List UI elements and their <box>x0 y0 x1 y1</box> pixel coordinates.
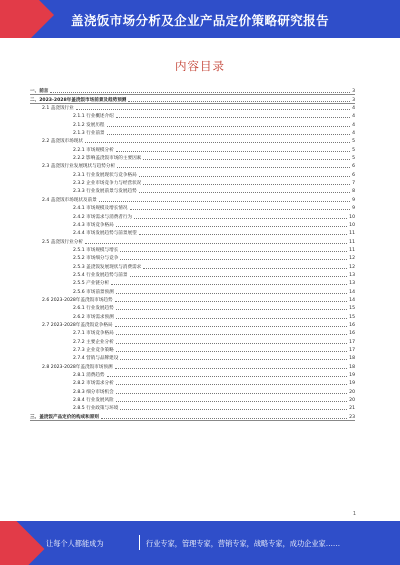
toc-entry-page: 4 <box>352 114 355 120</box>
toc-entry-label: 2.2.2 影响盖浇饭市场的主要因素 <box>73 156 142 162</box>
toc-entry[interactable] <box>30 178 355 186</box>
toc-entry-label: 2.4.2 市场需求与消费者行为 <box>73 214 133 220</box>
toc-entry[interactable] <box>30 311 355 319</box>
toc-entry[interactable] <box>30 245 355 253</box>
footer-banner <box>0 521 400 565</box>
toc-leader-dots <box>134 217 347 219</box>
toc-entry-label: 2.8 2023-2028年盖浇饭市场预测 <box>42 364 113 370</box>
toc-entry-page: 5 <box>352 147 355 153</box>
toc-entry-label: 2.4.3 市场竞争格局 <box>73 222 114 228</box>
toc-heading: 内容目录 <box>175 59 225 73</box>
toc-entry-page: 9 <box>352 197 355 203</box>
toc-entry-label: 2.1.1 行业概述介绍 <box>73 114 114 120</box>
toc-entry-label: 2.1.3 行业前景 <box>73 131 105 137</box>
toc-entry-page: 3 <box>352 89 355 95</box>
toc-leader-dots <box>85 141 350 143</box>
page-number: 1 <box>352 511 356 517</box>
toc-leader-dots <box>116 317 347 319</box>
toc-leader-dots <box>50 91 350 93</box>
toc-leader-dots <box>116 225 347 227</box>
toc-leader-dots <box>139 233 347 235</box>
toc-entry-page: 18 <box>349 364 355 370</box>
toc-entry-page: 16 <box>349 331 355 337</box>
toc-leader-dots <box>107 125 351 127</box>
toc-entry[interactable] <box>30 111 355 119</box>
toc-entry[interactable] <box>30 295 355 303</box>
toc-leader-dots <box>116 350 347 352</box>
toc-entry-page: 9 <box>352 206 355 212</box>
toc-entry[interactable] <box>30 228 355 236</box>
footer-red-accent <box>0 521 44 565</box>
toc-entry[interactable] <box>30 395 355 403</box>
toc-entry-page: 10 <box>349 214 355 220</box>
report-header-banner <box>0 0 400 38</box>
toc-entry-label: 2.5.4 行业发展趋势与前景 <box>73 272 128 278</box>
toc-entry-page: 15 <box>349 314 355 320</box>
toc-leader-dots <box>115 325 348 327</box>
toc-entry-label: 2.4.1 市场规模及增长情况 <box>73 206 128 212</box>
toc-entry-label: 2.6.2 市场需求预测 <box>73 314 114 320</box>
toc-entry-label: 2.5.3 盖浇饭发展现状与消费需求 <box>73 264 142 270</box>
toc-entry-label: 2.8.4 行业发展风险 <box>73 398 114 404</box>
toc-entry-label: 2.2.1 市场规模分析 <box>73 147 114 153</box>
table-of-contents <box>30 86 355 420</box>
toc-leader-dots <box>99 200 350 202</box>
toc-leader-dots <box>116 342 347 344</box>
toc-entry-label: 2.2 盖浇饭市场现状 <box>42 139 83 145</box>
toc-entry[interactable] <box>30 220 355 228</box>
toc-entry[interactable] <box>30 144 355 152</box>
toc-entry[interactable] <box>30 153 355 161</box>
toc-leader-dots <box>111 283 347 285</box>
toc-entry-label: 2.7.3 企业竞争策略 <box>73 348 114 353</box>
toc-entry-page: 19 <box>349 381 355 387</box>
toc-leader-dots <box>120 358 347 360</box>
toc-leader-dots <box>139 191 350 193</box>
toc-entry[interactable] <box>30 194 355 202</box>
toc-leader-dots <box>143 267 347 269</box>
toc-entry-label: 2.5 盖浇饭行业分析 <box>42 239 83 245</box>
toc-entry-page: 17 <box>349 339 355 345</box>
toc-entry-label: 2.3.1 行业发展现状与竞争格局 <box>73 172 137 178</box>
toc-entry-page: 12 <box>349 264 355 270</box>
toc-leader-dots <box>120 250 347 252</box>
toc-entry-page: 11 <box>349 231 355 237</box>
toc-entry[interactable] <box>30 86 355 94</box>
toc-entry[interactable] <box>30 128 355 136</box>
toc-entry-page: 20 <box>349 398 355 404</box>
toc-entry-page: 6 <box>352 172 355 178</box>
toc-leader-dots <box>116 308 347 310</box>
toc-entry[interactable] <box>30 186 355 194</box>
toc-entry[interactable] <box>30 236 355 244</box>
toc-entry-label: 2.8.5 行业政策与环境 <box>73 406 119 412</box>
toc-entry-page: 23 <box>349 414 355 420</box>
toc-entry[interactable] <box>30 303 355 311</box>
toc-entry-page: 11 <box>349 239 355 245</box>
toc-entry-page: 18 <box>349 356 355 362</box>
toc-entry[interactable] <box>30 353 355 361</box>
toc-entry-label: 二、2023-2028年盖浇饭市场前景及趋势预测 <box>30 97 127 103</box>
toc-entry[interactable] <box>30 361 355 369</box>
toc-leader-dots <box>116 333 347 335</box>
toc-entry-page: 11 <box>349 247 355 253</box>
toc-leader-dots <box>107 375 348 377</box>
toc-leader-dots <box>107 133 351 135</box>
toc-entry-page: 10 <box>349 222 355 228</box>
toc-entry-page: 4 <box>352 131 355 137</box>
report-title: 盖浇饭市场分析及企业产品定价策略研究报告 <box>70 13 329 28</box>
toc-entry-page: 5 <box>352 156 355 162</box>
toc-entry-label: 2.3 盖浇饭行业发展现状与趋势分析 <box>42 164 116 170</box>
toc-leader-dots <box>143 158 350 160</box>
toc-entry[interactable] <box>30 119 355 127</box>
toc-leader-dots <box>115 300 348 302</box>
toc-entry-page: 20 <box>349 389 355 395</box>
toc-entry-label: 2.8.3 细分市场机会 <box>73 389 114 395</box>
toc-entry-label: 2.8.2 市场需求分析 <box>73 381 114 387</box>
toc-entry-page: 6 <box>352 164 355 170</box>
toc-entry-page: 19 <box>349 373 355 379</box>
toc-entry-label: 一、前言 <box>30 89 49 95</box>
toc-entry-label: 2.3.2 企业市场竞争力与经营状况 <box>73 181 142 187</box>
toc-entry[interactable] <box>30 203 355 211</box>
toc-entry-label: 2.7.2 主要企业分析 <box>73 339 114 345</box>
toc-leader-dots <box>116 383 347 385</box>
toc-entry[interactable] <box>30 278 355 286</box>
toc-entry-label: 2.8.1 消费趋势 <box>73 373 105 379</box>
toc-entry-page: 14 <box>349 297 355 303</box>
toc-leader-dots <box>116 392 347 394</box>
toc-entry[interactable] <box>30 345 355 353</box>
toc-leader-dots <box>130 208 351 210</box>
toc-entry-label: 2.7 2023-2028年盖浇饭竞争格局 <box>42 322 113 328</box>
toc-entry-page: 15 <box>349 306 355 312</box>
toc-entry-label: 2.4 盖浇饭市场现状及前景 <box>42 197 97 203</box>
toc-entry-label: 2.5.1 市场规模与增长 <box>73 247 119 253</box>
toc-entry-label: 2.1 盖浇饭行业 <box>42 106 74 112</box>
toc-leader-dots <box>128 100 350 102</box>
toc-entry-page: 3 <box>352 97 355 103</box>
toc-entry[interactable] <box>30 411 355 419</box>
toc-entry-page: 4 <box>352 106 355 112</box>
toc-entry[interactable] <box>30 370 355 378</box>
toc-leader-dots <box>139 175 350 177</box>
toc-entry[interactable] <box>30 270 355 278</box>
toc-entry-label: 三、盖浇饭产品定价的构成和原则 <box>30 414 99 420</box>
toc-leader-dots <box>143 183 350 185</box>
toc-entry-page: 12 <box>349 256 355 262</box>
toc-entry[interactable] <box>30 94 355 102</box>
toc-entry-label: 2.3.3 行业发展前景与发展趋势 <box>73 189 137 195</box>
toc-entry[interactable] <box>30 336 355 344</box>
toc-entry-label: 2.1.2 发展历程 <box>73 122 105 128</box>
toc-leader-dots <box>76 108 350 110</box>
toc-entry-page: 17 <box>349 348 355 353</box>
toc-entry[interactable] <box>30 169 355 177</box>
toc-leader-dots <box>85 242 347 244</box>
toc-leader-dots <box>101 417 347 419</box>
toc-leader-dots <box>116 116 350 118</box>
toc-entry-page: 13 <box>349 272 355 278</box>
toc-entry[interactable] <box>30 403 355 411</box>
toc-leader-dots <box>130 275 348 277</box>
toc-entry[interactable] <box>30 253 355 261</box>
toc-entry[interactable] <box>30 211 355 219</box>
toc-entry-page: 8 <box>352 189 355 195</box>
toc-entry[interactable] <box>30 261 355 269</box>
toc-entry-label: 2.5.6 市场前景预测 <box>73 289 114 295</box>
toc-entry-label: 2.5.2 市场细分与竞争 <box>73 256 119 262</box>
toc-entry-page: 4 <box>352 122 355 128</box>
toc-entry[interactable] <box>30 386 355 394</box>
toc-entry-page: 16 <box>349 322 355 328</box>
toc-entry-page: 5 <box>352 139 355 145</box>
footer-services: 行业专家，管理专家，营销专家，战略专家，成功企业家…… <box>146 539 341 548</box>
toc-entry[interactable] <box>30 161 355 169</box>
toc-leader-dots <box>116 150 350 152</box>
toc-entry[interactable] <box>30 320 355 328</box>
toc-entry-page: 7 <box>352 181 355 187</box>
footer-divider <box>139 535 140 550</box>
toc-entry-label: 2.7.1 市场竞争格局 <box>73 331 114 337</box>
toc-entry-page: 21 <box>349 406 355 412</box>
toc-entry-label: 2.6 2023-2028年盖浇饭市场趋势 <box>42 297 113 303</box>
toc-entry[interactable] <box>30 136 355 144</box>
toc-entry[interactable] <box>30 286 355 294</box>
toc-entry-page: 13 <box>349 281 355 287</box>
toc-entry[interactable] <box>30 328 355 336</box>
toc-entry-label: 2.6.1 行业发展趋势 <box>73 306 114 312</box>
toc-entry-label: 2.4.4 市场发展趋势与前景展望 <box>73 231 137 237</box>
footer-slogan: 让每个人都能成为 <box>46 539 104 548</box>
toc-leader-dots <box>116 400 347 402</box>
toc-entry-label: 2.7.4 营销与品牌建设 <box>73 356 119 362</box>
toc-entry[interactable] <box>30 378 355 386</box>
toc-leader-dots <box>115 367 348 369</box>
toc-entry-label: 2.5.5 产业链分析 <box>73 281 110 287</box>
toc-entry-page: 14 <box>349 289 355 295</box>
toc-leader-dots <box>120 408 347 410</box>
toc-leader-dots <box>120 258 347 260</box>
toc-entry[interactable] <box>30 103 355 111</box>
toc-leader-dots <box>117 166 350 168</box>
toc-leader-dots <box>116 292 347 294</box>
